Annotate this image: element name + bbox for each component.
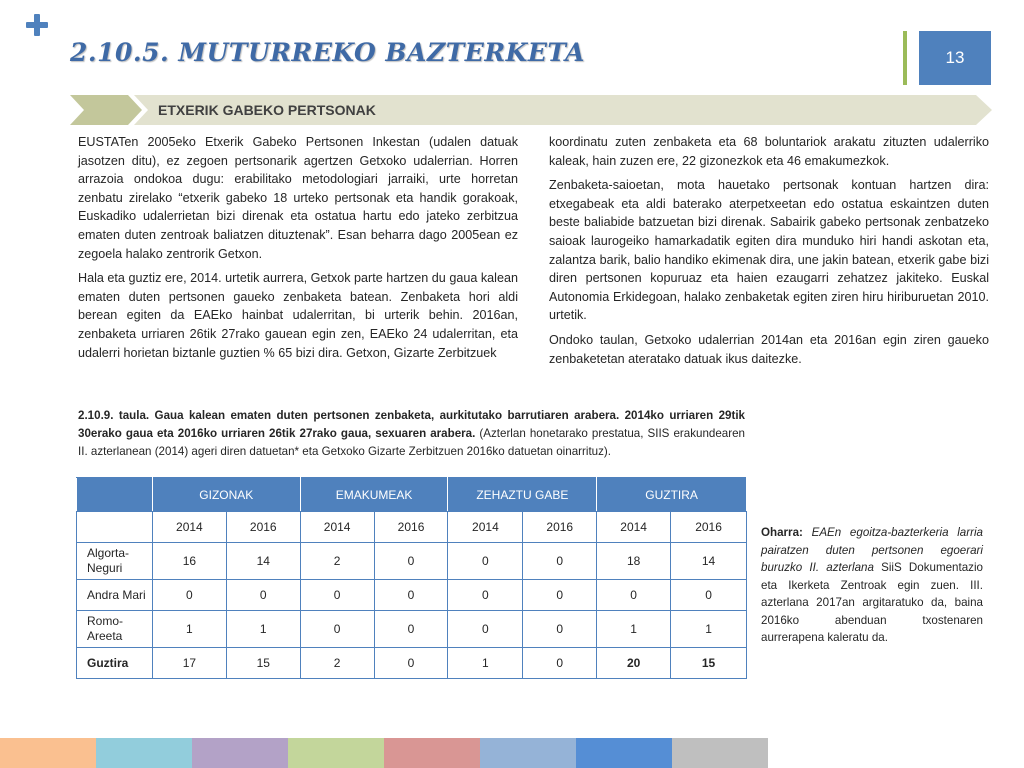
footer-swatch xyxy=(192,738,288,768)
header-group: GUZTIRA xyxy=(597,478,747,512)
header-corner xyxy=(77,478,153,512)
table-cell: 0 xyxy=(300,580,374,611)
footer-color-bar xyxy=(0,738,768,768)
table-cell: 0 xyxy=(374,611,448,648)
table-cell: 0 xyxy=(374,580,448,611)
side-note xyxy=(761,524,983,647)
table-cell: 17 xyxy=(152,648,226,679)
paragraph: Ondoko taulan, Getxoko udalerrian 2014an eta 2016an egin ziren gaueko zenbaketetan ateratako datuak ikus daitezke. xyxy=(549,332,989,366)
table-cell: 1 xyxy=(671,611,747,648)
table-year-header xyxy=(77,512,747,543)
table-row xyxy=(77,543,747,580)
table-cell: 2 xyxy=(300,543,374,580)
row-label xyxy=(77,543,153,580)
footer-swatch xyxy=(288,738,384,768)
footer-swatch xyxy=(576,738,672,768)
row-label-text: Romo- Areeta xyxy=(87,614,124,643)
row-label: Guztira xyxy=(77,648,153,679)
table-cell: 0 xyxy=(597,580,671,611)
right-column xyxy=(549,133,989,374)
table-cell: 0 xyxy=(300,611,374,648)
header-year: 2016 xyxy=(374,512,448,543)
data-table xyxy=(76,477,747,679)
table-cell: 0 xyxy=(448,543,523,580)
note-text: SiiS Dokumentazio eta Ikerketa Zentroak egin zuen. III. azterlana 2017an argitaratuko da, baina 2016ko abenduan txostenaren aurrerapena kaleratu da. xyxy=(761,561,983,644)
row-label-text: Algorta- Neguri xyxy=(87,546,130,575)
footer-swatch xyxy=(0,738,96,768)
table-cell: 20 xyxy=(597,648,671,679)
table-caption xyxy=(78,407,745,461)
table-cell: 18 xyxy=(597,543,671,580)
table-cell: 15 xyxy=(671,648,747,679)
table-cell: 14 xyxy=(671,543,747,580)
table-cell: 1 xyxy=(448,648,523,679)
year-corner xyxy=(77,512,153,543)
table-cell: 1 xyxy=(226,611,300,648)
table-cell: 15 xyxy=(226,648,300,679)
table-cell: 0 xyxy=(671,580,747,611)
footer-swatch xyxy=(96,738,192,768)
table-row xyxy=(77,580,747,611)
table-cell: 0 xyxy=(523,543,597,580)
table-total-row xyxy=(77,648,747,679)
note-label: Oharra: xyxy=(761,526,803,539)
table-cell: 0 xyxy=(374,648,448,679)
table-cell: 0 xyxy=(152,580,226,611)
paragraph: Zenbaketa-saioetan, mota hauetako pertsonak kontuan hartzen dira: etxegabeak eta aldi baterako aterpetxeetan edo ostatua eskaintzen duten beste baliabide batzuetan bizi direnak. Sabairik gabeko pertsonak zenbatzeko saioak laurogeiko hamarkadatik egiten dira munduko hiri handi askotan eta, zalantza barik, balio handiko ekimenak dira, une jakin batean, etxerik gabe bizi diren pertsonen kopuruaz eta haien ezaugarri zehatzez jakiteko. Euskal Autonomia Erkidegoan, halako zenbaketak egiten ziren hiru hiriburuetan 2010. urtetik. xyxy=(549,178,989,323)
header-group: EMAKUMEAK xyxy=(300,478,448,512)
table-cell: 0 xyxy=(523,611,597,648)
header-group: ZEHAZTU GABE xyxy=(448,478,597,512)
footer-swatch xyxy=(480,738,576,768)
footer-swatch xyxy=(384,738,480,768)
note-italic: EAEn egoitza-bazterkeria larria pairatzen duten pertsonen egoerari buruzko II. azterlana xyxy=(761,526,983,574)
table-cell: 0 xyxy=(448,611,523,648)
row-label: Andra Mari xyxy=(77,580,153,611)
section-heading: ETXERIK GABEKO PERTSONAK xyxy=(158,102,376,118)
table-row xyxy=(77,611,747,648)
left-column xyxy=(78,133,518,368)
footer-swatch xyxy=(672,738,768,768)
table-cell: 14 xyxy=(226,543,300,580)
header-year: 2016 xyxy=(671,512,747,543)
table-cell: 0 xyxy=(226,580,300,611)
page-title: 2.10.5. MUTURREKO BAZTERKETA xyxy=(70,38,586,67)
table-cell: 16 xyxy=(152,543,226,580)
table-cell: 1 xyxy=(152,611,226,648)
table-cell: 0 xyxy=(523,648,597,679)
header-year: 2014 xyxy=(448,512,523,543)
table-cell: 2 xyxy=(300,648,374,679)
accent-divider xyxy=(903,31,907,85)
table-cell: 0 xyxy=(523,580,597,611)
header-group: GIZONAK xyxy=(152,478,300,512)
plus-icon xyxy=(26,14,48,36)
table-cell: 0 xyxy=(448,580,523,611)
caption-title: 2.10.9. taula. Gaua kalean ematen duten pertsonen zenbaketa, aurkitutako barrutiaren arabera. 2014ko urriaren 29tik 30erako gaua eta 2016ko urriaren 26tik 27rako gaua, sexuaren arabera. xyxy=(78,409,745,440)
paragraph: Hala eta guztiz ere, 2014. urtetik aurrera, Getxok parte hartzen du gaua kalean ematen duten pertsonen gaueko zenbaketa batean. Zenbaketa hori aldi berean egiten da EAEko hainbat udalerritan, bi urterik behin. 2016an, zenbaketa urriaren 26tik 27rako gauean egin zen, EAEko 24 udalerritan, eta udalerri horietan biztanle guztien % 65 bizi dira. Getxon, Gizarte Zerbitzuek xyxy=(78,271,518,360)
paragraph: EUSTATen 2005eko Etxerik Gabeko Pertsonen Inkestan (udalen datuak jasotzen ditu), ez zegoen pertsonarik agertzen Getxoko udalerrian. Horren arrazoia ondokoa dugu: erabilitako metodologiari jarraiki, urte horretan zenbatu zirelako “etxerik gabeko 18 urteko pertsonak eta handik gorakoak, Euskadiko udalerrietan bizi direnak eta ostatua hartu edo jateko zerbitzua ematen duten zentroak baliatzen dituztenak”. Esan beharra dago 2005ean ez zegoela halako zentrorik Getxon. xyxy=(78,135,518,261)
header-year: 2014 xyxy=(152,512,226,543)
header-year: 2016 xyxy=(523,512,597,543)
header-year: 2016 xyxy=(226,512,300,543)
page-number: 13 xyxy=(919,31,991,85)
paragraph: koordinatu zuten zenbaketa eta 68 boluntariok arakatu zituzten udalerriko kaleak, hain zuzen ere, 22 gizonezkok eta 46 emakumezkok. xyxy=(549,135,989,168)
table-cell: 0 xyxy=(374,543,448,580)
row-label xyxy=(77,611,153,648)
section-banner xyxy=(70,95,992,125)
header-year: 2014 xyxy=(597,512,671,543)
table-group-header xyxy=(77,478,747,512)
table-cell: 1 xyxy=(597,611,671,648)
caption-source: (Azterlan honetarako prestatua, SIIS erakundearen II. azterlanean (2014) ageri diren datuetan* eta Getxoko Gizarte Zerbitzuen 2016ko datuetan oinarrituz). xyxy=(78,427,746,458)
header-year: 2014 xyxy=(300,512,374,543)
